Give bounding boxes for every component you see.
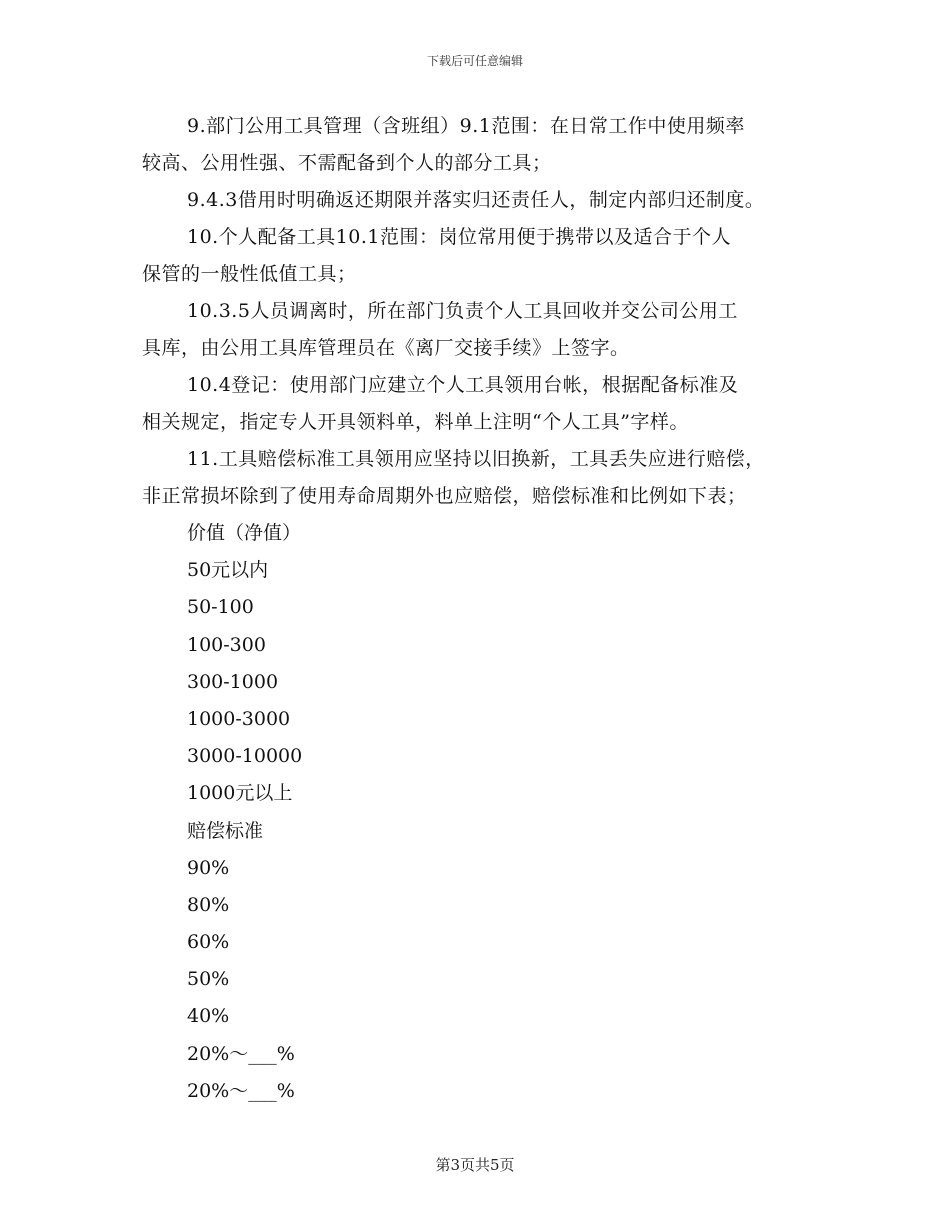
value-item: 100-300 xyxy=(187,633,266,656)
paragraph-line: 11.工具赔偿标准工具领用应坚持以旧换新，工具丢失应进行赔偿， xyxy=(187,448,765,470)
value-item: 300-1000 xyxy=(187,670,279,693)
paragraph-line: 非正常损坏除到了使用寿命周期外也应赔偿，赔偿标准和比例如下表； xyxy=(142,485,747,507)
paragraph-line: 10.3.5人员调离时，所在部门负责个人工具回收并交公司公用工 xyxy=(187,300,738,322)
paragraph-line: 相关规定，指定专人开具领料单，料单上注明“个人工具”字样。 xyxy=(142,411,689,433)
paragraph-line: 9.部门公用工具管理（含班组）9.1范围：在日常工作中使用频率 xyxy=(187,115,745,137)
value-item: 50元以内 xyxy=(187,559,269,582)
paragraph-10-4 xyxy=(142,367,822,441)
value-item: 1000元以上 xyxy=(187,782,293,805)
page-header: 下载后可任意编辑 xyxy=(426,54,523,68)
rate-item: 20%～___% xyxy=(187,1042,295,1065)
value-column-header: 价值（净值） xyxy=(187,522,302,544)
rate-column xyxy=(142,813,822,1111)
rate-column-header: 赔偿标准 xyxy=(187,819,264,842)
rate-item: 40% xyxy=(187,1005,230,1028)
paragraph-line: 10.个人配备工具10.1范围：岗位常用便于携带以及适合于个人 xyxy=(187,226,732,248)
rate-item: 50% xyxy=(187,968,230,991)
value-column xyxy=(142,515,822,813)
paragraph-10-scope xyxy=(142,219,822,293)
value-item: 1000-3000 xyxy=(187,707,291,730)
value-item: 3000-10000 xyxy=(187,745,303,768)
paragraph-line: 具库，由公用工具库管理员在《离厂交接手续》上签字。 xyxy=(142,337,630,359)
rate-item: 80% xyxy=(187,893,230,916)
paragraph-line: 保管的一般性低值工具； xyxy=(142,263,357,285)
paragraph-11 xyxy=(142,441,822,515)
paragraph-line: 10.4登记：使用部门应建立个人工具领用台帐，根据配备标准及 xyxy=(187,374,739,396)
value-item: 50-100 xyxy=(187,596,254,619)
paragraph-9-scope xyxy=(142,108,822,182)
rate-item: 60% xyxy=(187,931,230,954)
paragraph-line: 较高、公用性强、不需配备到个人的部分工具； xyxy=(142,152,552,174)
rate-item: 20%～___% xyxy=(187,1079,295,1102)
page-number-footer: 第3页共5页 xyxy=(435,1156,515,1174)
paragraph-9-4-3 xyxy=(142,182,822,219)
paragraph-10-3-5 xyxy=(142,293,822,367)
document-body xyxy=(142,108,822,1110)
rate-item: 90% xyxy=(187,856,230,879)
paragraph-line: 9.4.3借用时明确返还期限并落实归还责任人，制定内部归还制度。 xyxy=(187,189,765,211)
